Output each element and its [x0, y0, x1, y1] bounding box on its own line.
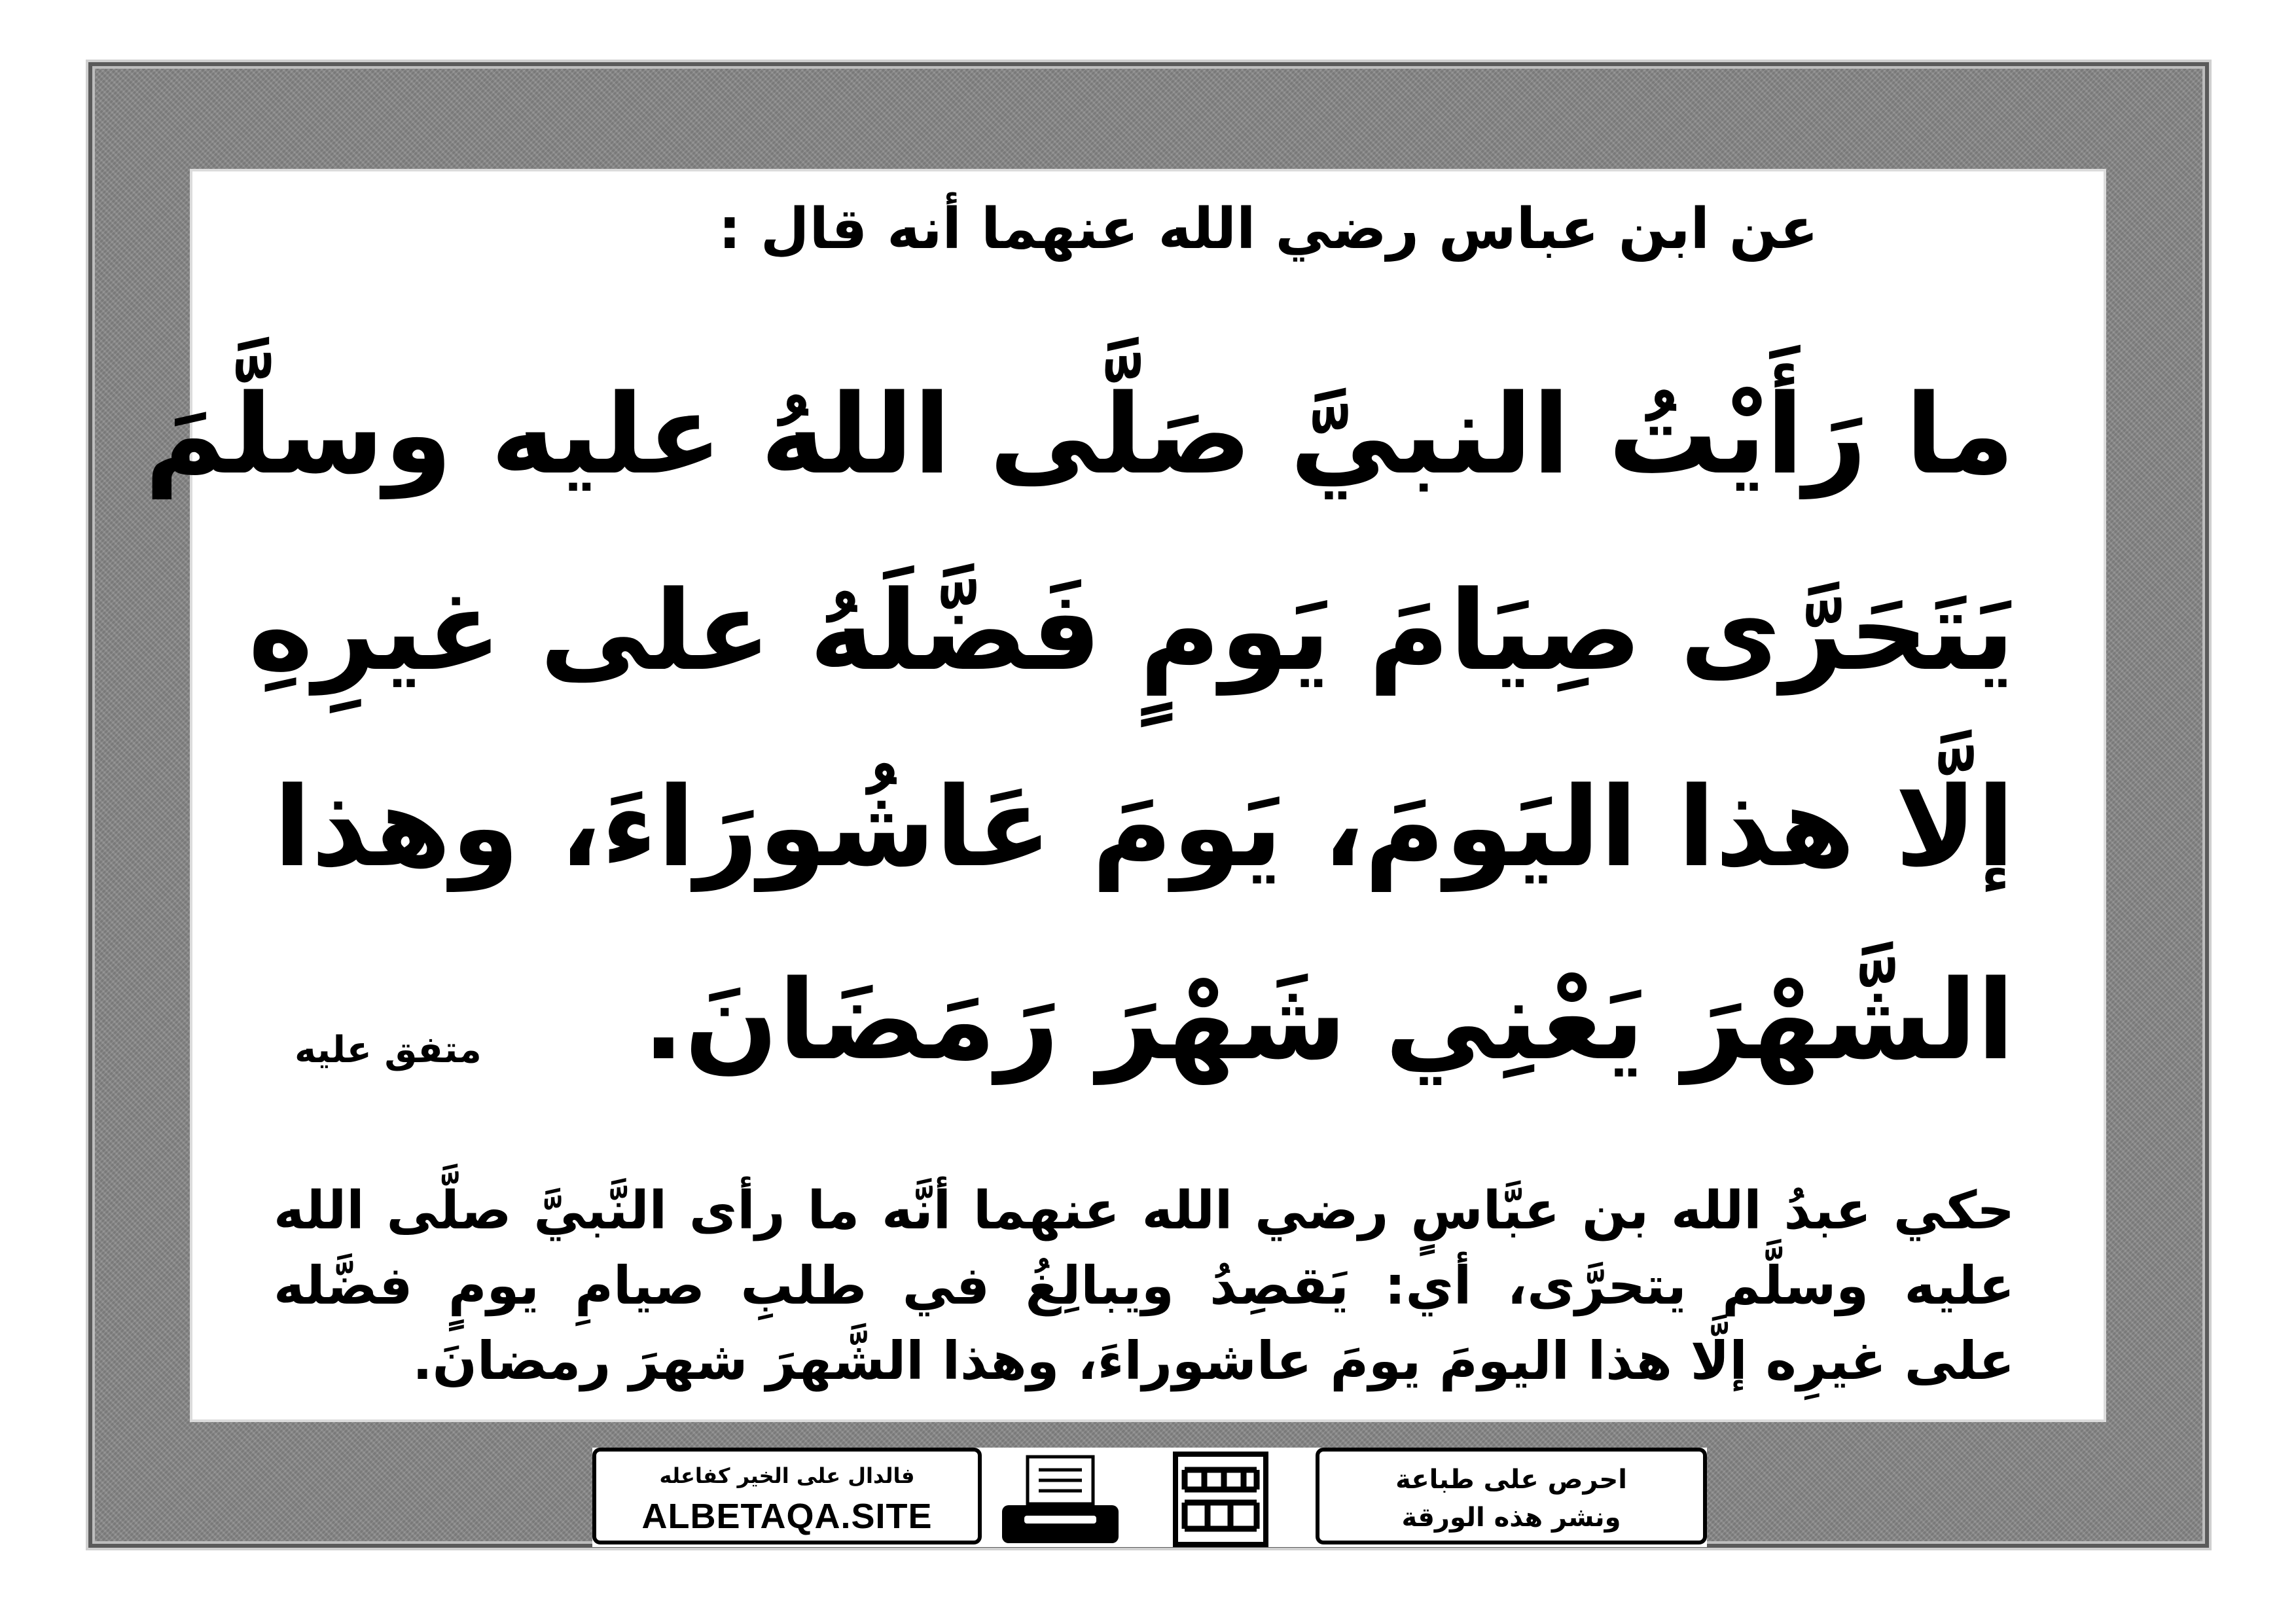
footer-motto: فالدال على الخير كفاعله [659, 1463, 915, 1488]
explanation-line-2: عليه وسلَّم يتحرَّى، أي: يَقصِدُ ويبالِغُ في طلبِ صيامِ يومٍ فضَّله [274, 1255, 2015, 1316]
explanation-line-1: حكي عبدُ الله بن عبَّاسٍ رضي الله عنهما أنَّه ما رأى النَّبيَّ صلَّى الله [274, 1180, 2015, 1241]
hadith-line-4: الشَّهْرَ يَعْنِي شَهْرَ رَمَضَانَ. [642, 956, 2015, 1084]
hadith-line-3: إلَّا هذا اليَومَ، يَومَ عَاشُورَاءَ، وهذا [274, 763, 2015, 891]
hadith-line-2: يَتَحَرَّى صِيَامَ يَومٍ فَضَّلَهُ على غيرِهِ [248, 567, 2015, 695]
site-url[interactable]: ALBETAQA.SITE [641, 1497, 933, 1536]
explanation-line-3: على غيرِه إلَّا هذا اليومَ يومَ عاشوراءَ، وهذا الشَّهرَ شهرَ رمضانَ. [412, 1330, 2015, 1391]
printer-icon [998, 1454, 1122, 1546]
intro-line: عن ابن عباس رضي الله عنهما أنه قال : [718, 196, 1818, 262]
footer-print-line-2: ونشر هذه الورقة [1401, 1503, 1621, 1533]
footer-print-box [1316, 1448, 1707, 1544]
footer-site-box [592, 1448, 982, 1544]
dawat-alwaraqa-logo [1172, 1450, 1270, 1548]
footer [592, 1448, 1707, 1547]
hadith-line-1: ما رَأَيْتُ النبيَّ صَلَّى اللهُ عليه وسلَّمَ [145, 370, 2015, 499]
hadith-source: متفق عليه [295, 1029, 482, 1071]
footer-print-line-1: احرص على طباعة [1395, 1465, 1627, 1495]
